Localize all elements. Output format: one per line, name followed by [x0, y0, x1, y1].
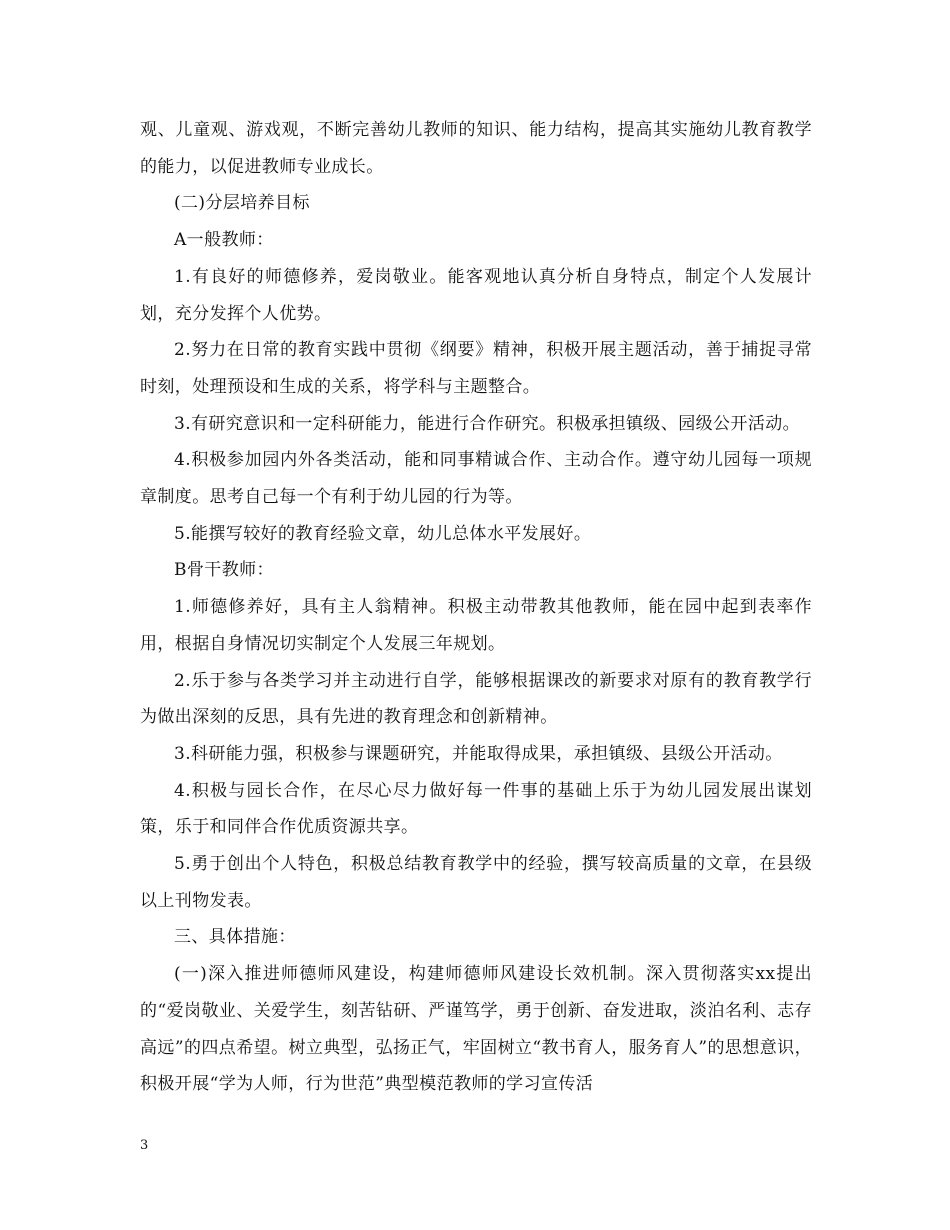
paragraph-continuation: 观、儿童观、游戏观，不断完善幼儿教师的知识、能力结构，提高其实施幼儿教育教学的能力，以促进教师专业成长。	[140, 120, 812, 177]
list-item: 5.能撰写较好的教育经验文章，幼儿总体水平发展好。	[174, 523, 592, 544]
list-item: 5.勇于创出个人特色，积极总结教育教学中的经验，撰写较高质量的文章，在县级以上刊物发表。	[140, 854, 812, 911]
subheading-backbone-teachers: B骨干教师：	[174, 560, 274, 581]
document-body	[140, 112, 812, 1103]
list-item: 1.师德修养好，具有主人翁精神。积极主动带教其他教师，能在园中起到表率作用，根据自身情况切实制定个人发展三年规划。	[140, 597, 812, 654]
section-heading-measures: 三、具体措施：	[174, 927, 296, 948]
list-item: 4.积极与园长合作，在尽心尽力做好每一件事的基础上乐于为幼儿园发展出谋划策，乐于和同伴合作优质资源共享。	[140, 780, 812, 838]
section-heading-layered-goals: (二)分层培养目标	[174, 193, 310, 214]
list-item: 4.积极参加园内外各类活动，能和同事精诚合作、主动合作。遵守幼儿园每一项规章制度。思考自己每一个有利于幼儿园的行为等。	[140, 450, 812, 508]
subheading-general-teachers: A一般教师：	[174, 230, 274, 251]
page-number: 3	[140, 1138, 149, 1153]
list-item: 1.有良好的师德修养，爱岗敬业。能客观地认真分析自身特点，制定个人发展计划，充分发挥个人优势。	[140, 266, 812, 324]
list-item: 2.努力在日常的教育实践中贯彻《纲要》精神，积极开展主题活动，善于捕捉寻常时刻，处理预设和生成的关系，将学科与主题整合。	[140, 340, 812, 397]
list-item: 3.科研能力强，积极参与课题研究，并能取得成果，承担镇级、县级公开活动。	[174, 743, 783, 764]
list-item: 2.乐于参与各类学习并主动进行自学，能够根据课改的新要求对原有的教育教学行为做出深刻的反思，具有先进的教育理念和创新精神。	[140, 670, 812, 728]
paragraph-measure-one: (一)深入推进师德师风建设，构建师德师风建设长效机制。深入贯彻落实xx提出的“爱岗敬业、关爱学生，刻苦钻研、严谨笃学，勇于创新、奋发进取，淡泊名利、志存高远”的四点希望。树立典型，弘扬正气，牢固树立“教书育人，服务育人”的思想意识，积极开展“学为人师，行为世范”典型模范教师的学习宣传活	[140, 964, 812, 1095]
list-item: 3.有研究意识和一定科研能力，能进行合作研究。积极承担镇级、园级公开活动。	[174, 413, 801, 434]
